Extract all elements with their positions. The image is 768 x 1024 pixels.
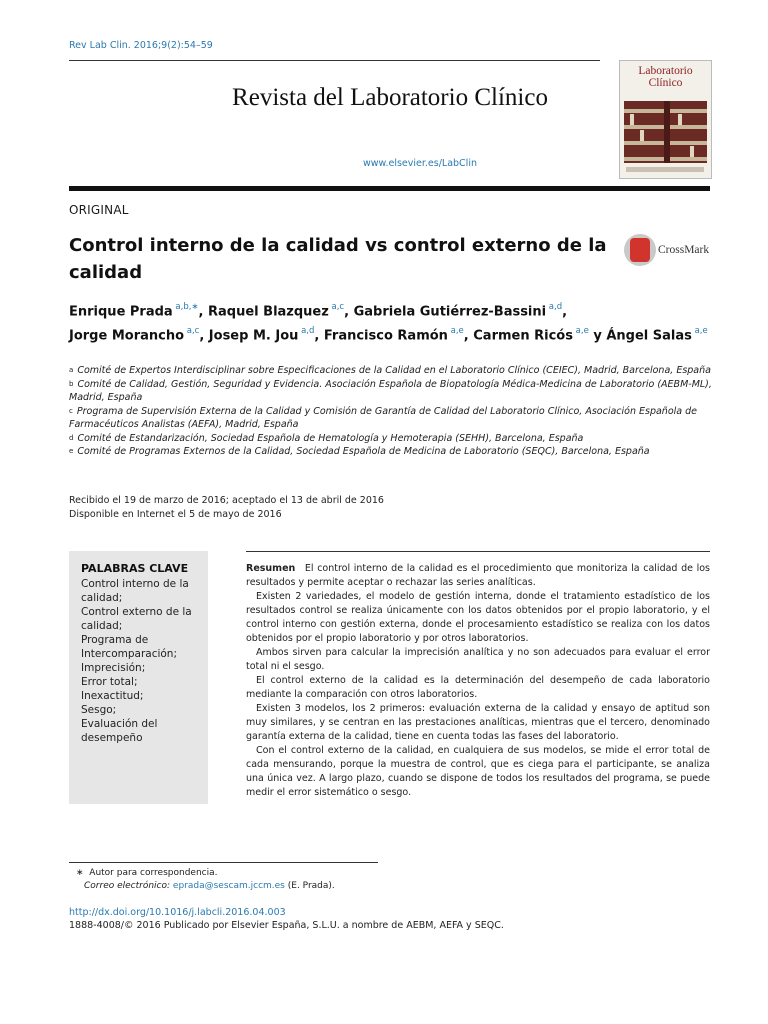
author-name: Raquel Blazquez (208, 304, 329, 320)
affiliation-item: $^c$ Programa de Supervisión Externa de la Calidad y Comisión de Garantía de Calidad del Laboratorio Clínico, Asociación Española de Farmacéuticos Analistas (AEFA), Madrid, España (69, 405, 697, 430)
author-affiliation-marks[interactable]: a,e (572, 326, 589, 337)
keywords-title: PALABRAS CLAVE (81, 562, 189, 575)
author-affiliation-marks[interactable]: a,c (328, 302, 345, 312)
keyword-item: Sesgo; (81, 704, 117, 716)
keyword-item: Evaluación del desempeño (81, 718, 158, 744)
keyword-item: Control interno de la calidad; (81, 578, 189, 604)
author-list: Enrique Prada $^{a,b,∗}$, Raquel Blazquez $^{a,c}$, Gabriela Gutiérrez-Bassini $^{a,d}$, Jorge Morancho $^{a,c}$, Josep M. Jou $^{a,d}$, Francisco Ramón $^{a,e}$, Carmen Ricós $^{a,e}$ y Ángel Salas $^{a,e}$ (69, 302, 708, 344)
keyword-item: Error total; (81, 676, 138, 688)
author-name: Josep M. Jou (208, 328, 299, 344)
affiliations (69, 364, 719, 459)
author-name: Carmen Ricós (473, 328, 573, 344)
correspondence-footnote (76, 867, 335, 893)
affiliation-item: $^b$ Comité de Calidad, Gestión, Seguridad y Evidencia. Asociación Española de Biopatología Médica-Medicina de Laboratorio (AEBM-ML), Madrid, España (69, 378, 712, 403)
crossmark-icon (624, 234, 656, 266)
author-affiliation-marks[interactable]: a,b,∗ (172, 302, 199, 312)
author-affiliation-marks[interactable]: a,e (447, 326, 464, 337)
abstract-paragraph: Resumen El control interno de la calidad es el procedimiento que monitoriza la calidad de los resultados y permite aceptar o rechazar las series analíticas. (246, 563, 710, 588)
footnote-divider (69, 862, 378, 863)
article-dates (69, 494, 384, 522)
cover-title: Laboratorio Clínico (638, 65, 693, 89)
abstract-paragraph: El control externo de la calidad es la determinación del desempeño de cada laboratorio mediante la comparación con otros laboratorios. (246, 675, 710, 700)
author-name: Gabriela Gutiérrez-Bassini (353, 304, 547, 320)
keywords-list (81, 577, 203, 745)
author-affiliation-marks[interactable]: a,d (546, 302, 563, 312)
affiliation-item: $^a$ Comité de Expertos Interdisciplinar sobre Especificaciones de la Calidad en el Laboratorio Clínico (CEIEC), Madrid, Barcelona, España (69, 365, 711, 376)
abstract-divider (246, 551, 710, 552)
article-title: Control interno de la calidad vs control externo de la calidad (69, 235, 607, 283)
cover-shelves-illustration (624, 101, 707, 163)
abstract-paragraph: Con el control externo de la calidad, en cualquiera de sus modelos, se mide el error total de cada mensurando, porque la muestra de control, que es ciega para el participante, se analiza una única vez. A largo plazo, cuando se dispone de todos los resultados del programa, se puede medir el error sistemático o sesgo. (246, 745, 710, 798)
abstract-lead: Resumen (246, 563, 296, 574)
author-affiliation-marks[interactable]: a,c (184, 326, 200, 337)
email-link[interactable]: eprada@sescam.jccm.es (172, 881, 285, 891)
crossmark-label: CrossMark (658, 244, 710, 256)
journal-citation[interactable]: Rev Lab Clin. 2016;9(2):54–59 (69, 40, 213, 51)
author-affiliation-marks[interactable]: a,e (691, 326, 708, 337)
email-label: Correo electrónico: (84, 881, 171, 891)
abstract-paragraph: Existen 2 variedades, el modelo de gestión interna, donde el tratamiento estadístico de los resultados control se realiza únicamente con los datos obtenidos por el propio laboratorio, y el control interno con gestión externa, donde el procesamiento estadístico se realiza con los datos obtenidos por el propio laboratorio y por otros laboratorios. (246, 591, 710, 644)
corr-text: Autor para correspondencia. (89, 868, 218, 878)
keyword-item: Control externo de la calidad; (81, 606, 192, 632)
author-name: Enrique Prada (69, 304, 173, 320)
crossmark-button[interactable] (624, 234, 712, 268)
corr-mark: ∗ (76, 868, 84, 878)
abstract-paragraph: Ambos sirven para calcular la imprecisión analítica y no son adecuados para evaluar el error total ni el sesgo. (246, 647, 710, 672)
abstract (246, 562, 710, 800)
keyword-item: Imprecisión; (81, 662, 146, 674)
received-date: Recibido el 19 de marzo de 2016; aceptado el 13 de abril de 2016 (69, 495, 384, 506)
available-date: Disponible en Internet el 5 de mayo de 2016 (69, 509, 282, 520)
keywords-box (69, 551, 208, 804)
affiliation-item: $^e$ Comité de Programas Externos de la Calidad, Sociedad Española de Medicina de Laboratorio (SEQC), Barcelona, España (69, 446, 650, 457)
journal-cover-image (619, 60, 712, 179)
copyright-notice: 1888-4008/© 2016 Publicado por Elsevier España, S.L.U. a nombre de AEBM, AEFA y SEQC. (69, 920, 504, 931)
author-name: Jorge Morancho (69, 328, 185, 344)
journal-title: Revista del Laboratorio Clínico (232, 84, 548, 111)
keyword-item: Programa de Intercomparación; (81, 634, 177, 660)
affiliation-item: $^d$ Comité de Estandarización, Sociedad Española de Hematología y Hemoterapia (SEHH), Barcelona, España (69, 432, 584, 444)
author-name: Francisco Ramón (323, 328, 448, 344)
author-affiliation-marks[interactable]: a,d (298, 326, 315, 337)
header-divider (69, 60, 600, 61)
abstract-paragraph: Existen 3 modelos, los 2 primeros: evaluación externa de la calidad y ensayo de aptitud son muy similares, y se centran en las prestaciones analíticas, mientras que el tercero, denominado garantía externa de la calidad, tiene en cuenta todas las fases del laboratorio. (246, 703, 710, 742)
email-name: (E. Prada). (287, 881, 335, 891)
author-name: Ángel Salas (606, 328, 692, 344)
journal-url-link[interactable]: www.elsevier.es/LabClin (363, 158, 477, 169)
article-section-label: ORIGINAL (69, 203, 129, 217)
doi-link[interactable]: http://dx.doi.org/10.1016/j.labcli.2016.04.003 (69, 907, 286, 918)
keyword-item: Inexactitud; (81, 690, 144, 702)
cover-footer-band (626, 167, 704, 172)
header-thick-rule (69, 186, 710, 191)
